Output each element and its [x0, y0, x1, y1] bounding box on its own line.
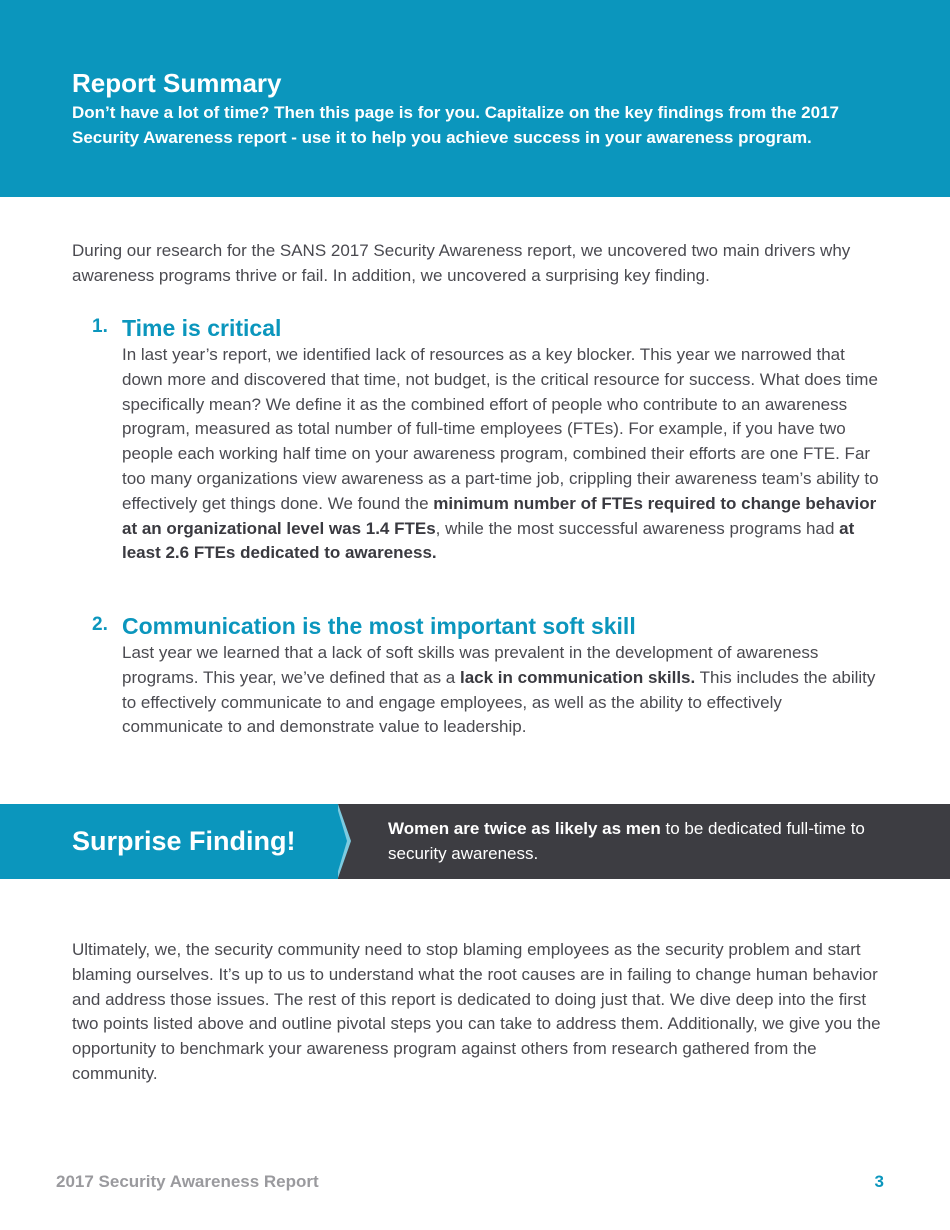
finding-heading: Communication is the most important soft skill — [122, 613, 636, 639]
intro-paragraph: During our research for the SANS 2017 Security Awareness report, we uncovered two main drivers why awareness programs thrive or fail. In addition, we uncovered a surprising key finding. — [72, 241, 851, 285]
closing-paragraph: Ultimately, we, the security community need to stop blaming employees as the security problem and start blaming ourselves. It’s up to us to understand what the root causes are in failing to change human behavior and address those issues. The rest of this report is dedicated to doing just that. We dive deep into the first two points listed above and outline pivotal steps you can take to address them. Additionally, we give you the opportunity to benchmark your awareness program against others from research gathered from the community. — [72, 940, 881, 1083]
finding-body — [122, 641, 887, 740]
surprise-emphasis: Women are twice as likely as men — [388, 819, 661, 838]
finding-body-emphasis: lack in communication skills. — [459, 667, 696, 687]
page-number: 3 — [874, 1172, 884, 1191]
surprise-rest: to be dedicated full-time to security awareness. — [388, 819, 865, 863]
finding-body-emphasis: at least 2.6 FTEs dedicated to awareness. — [122, 518, 855, 563]
chevron-right-icon-inner — [336, 804, 347, 878]
surprise-label-panel — [0, 804, 340, 879]
finding-body-text: , while the most successful awareness programs had — [435, 518, 840, 538]
finding-number: 2. — [92, 614, 108, 635]
surprise-content-panel — [338, 804, 950, 879]
page-subtitle: Don’t have a lot of time? Then this page is for you. Capitalize on the key findings from the 2017 Security Awareness report - use it to help you achieve success in your awareness program. — [72, 103, 840, 147]
finding-body-emphasis: minimum number of FTEs required to change behavior at an organizational level was 1.4 FTEs — [122, 493, 877, 538]
page-title: Report Summary — [72, 68, 282, 98]
finding-item — [92, 611, 887, 740]
header-band — [0, 0, 950, 197]
finding-body-text: In last year’s report, we identified lack of resources as a key blocker. This year we narrowed that down more and discovered that time, not budget, is the critical resource for success. What does time specifically mean? We define it as the combined effort of people who contribute to an awareness program, measured as total number of full-time employees (FTEs). For example, if you have two people each working half time on your awareness program, combined their efforts are one FTE. Far too many organizations view awareness as a part-time job, crippling their awareness team’s ability to effectively get things done. We found the — [122, 345, 879, 513]
finding-number: 1. — [92, 316, 108, 337]
finding-body-text: This includes the ability to effectively communicate to and engage employees, as well as the ability to effectively communicate to and demonstrate value to leadership. — [122, 667, 876, 737]
finding-body — [122, 343, 887, 566]
finding-body-text: Last year we learned that a lack of soft skills was prevalent in the development of awareness programs. This year, we’ve defined that as a — [122, 643, 819, 687]
finding-item — [92, 313, 887, 566]
surprise-finding-banner — [0, 804, 950, 879]
surprise-text — [388, 816, 868, 866]
finding-heading: Time is critical — [122, 315, 282, 341]
footer-title: 2017 Security Awareness Report — [56, 1172, 319, 1191]
surprise-title: Surprise Finding! — [72, 826, 296, 856]
